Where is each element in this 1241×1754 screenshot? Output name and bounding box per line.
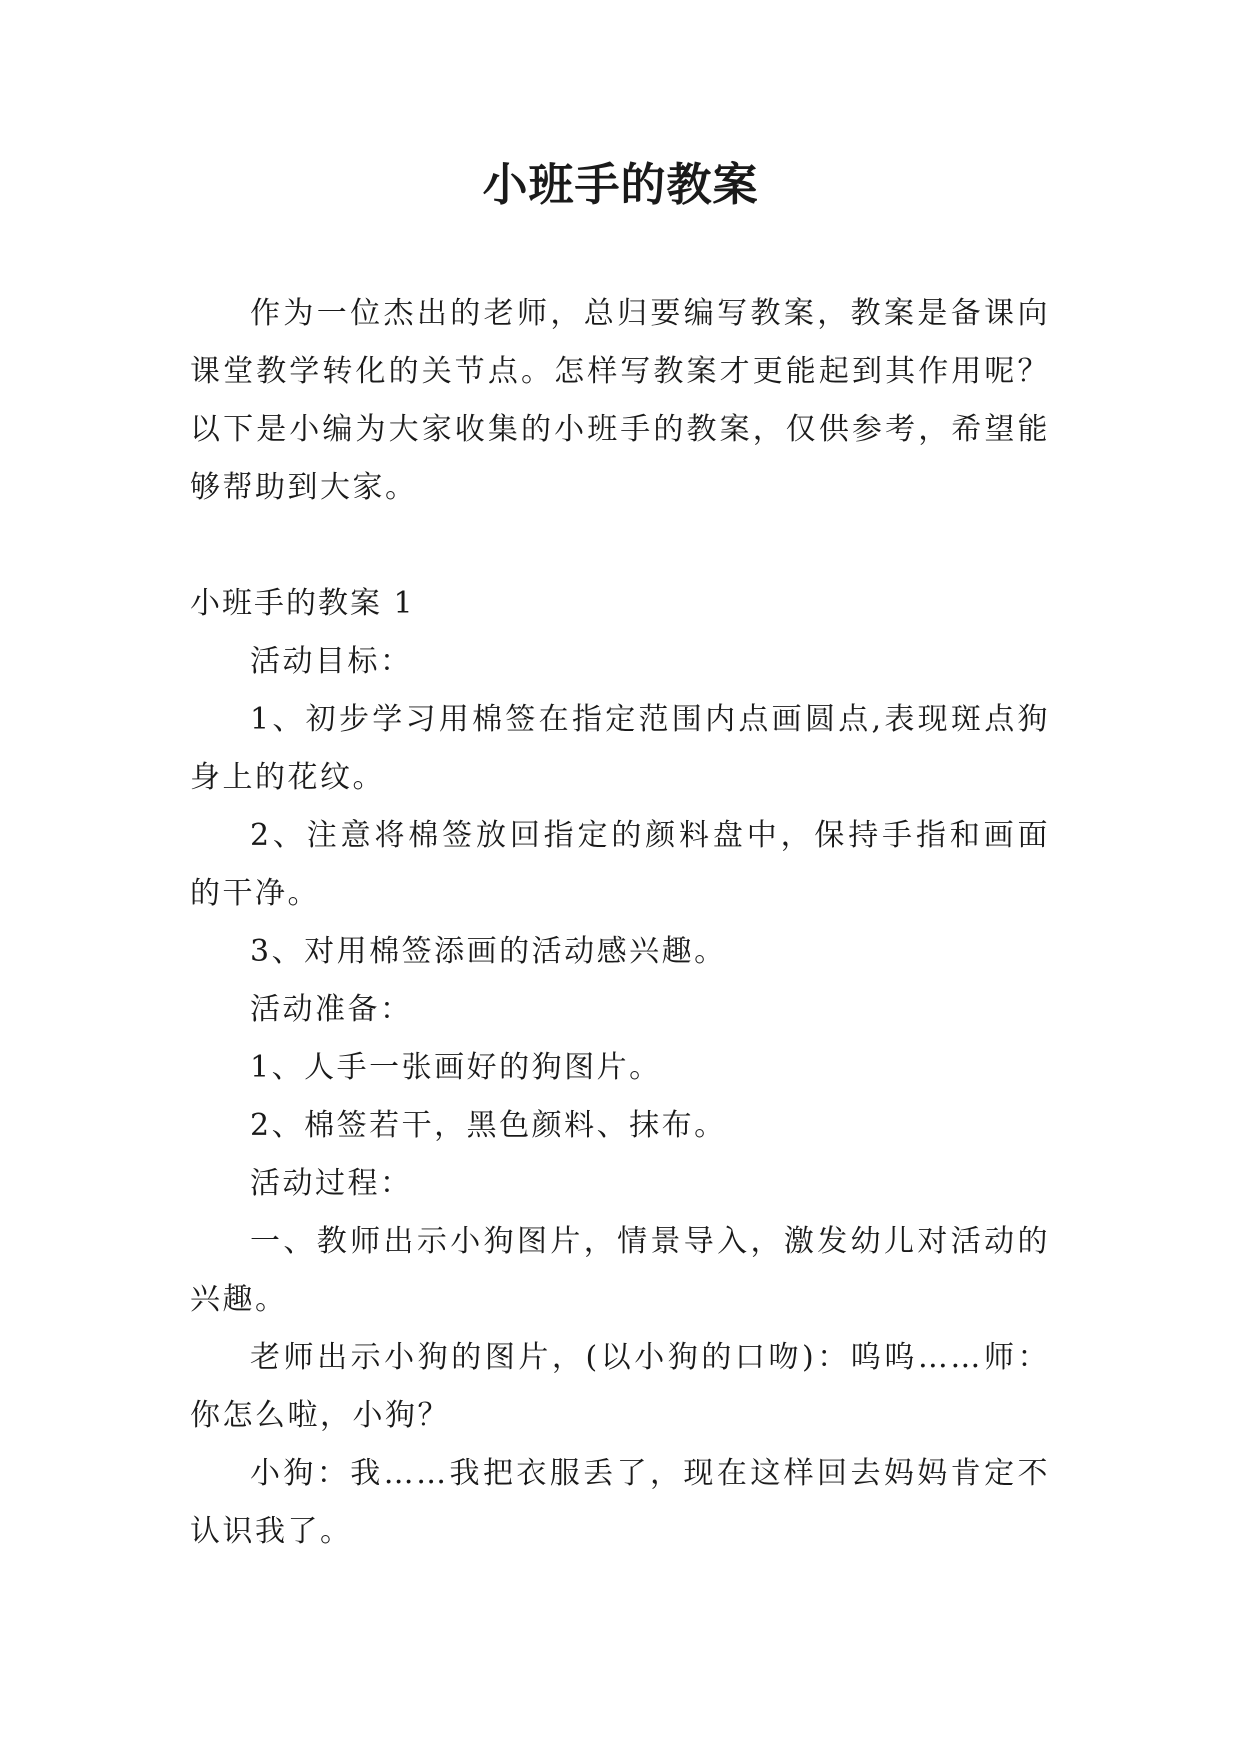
body-paragraph: 3、对用棉签添画的活动感兴趣。	[250, 934, 727, 969]
body-paragraph: 一、教师出示小狗图片，情景导入，激发幼儿对活动的兴趣。	[190, 1224, 1050, 1317]
document-body	[190, 285, 1050, 1561]
body-paragraph: 活动准备：	[250, 992, 413, 1027]
body-paragraph: 2、注意将棉签放回指定的颜料盘中，保持手指和画面的干净。	[190, 818, 1050, 911]
body-paragraph: 2、棉签若干，黑色颜料、抹布。	[250, 1108, 727, 1143]
intro-paragraph: 作为一位杰出的老师，总归要编写教案，教案是备课向课堂教学转化的关节点。怎样写教案才更能起到其作用呢？以下是小编为大家收集的小班手的教案，仅供参考，希望能够帮助到大家。	[190, 296, 1050, 505]
body-paragraph: 老师出示小狗的图片，(以小狗的口吻)：呜呜……师：你怎么啦，小狗？	[190, 1340, 1050, 1433]
page-title: 小班手的教案	[482, 158, 759, 211]
body-paragraph: 1、初步学习用棉签在指定范围内点画圆点,表现斑点狗身上的花纹。	[190, 702, 1050, 795]
body-paragraph: 活动过程：	[250, 1166, 413, 1201]
section-heading: 小班手的教案 1	[190, 586, 415, 621]
body-paragraph: 1、人手一张画好的狗图片。	[250, 1050, 662, 1085]
paragraph-spacer	[190, 517, 1050, 575]
body-paragraph: 小狗：我……我把衣服丢了，现在这样回去妈妈肯定不认识我了。	[190, 1456, 1050, 1549]
body-paragraph: 活动目标：	[250, 644, 413, 679]
